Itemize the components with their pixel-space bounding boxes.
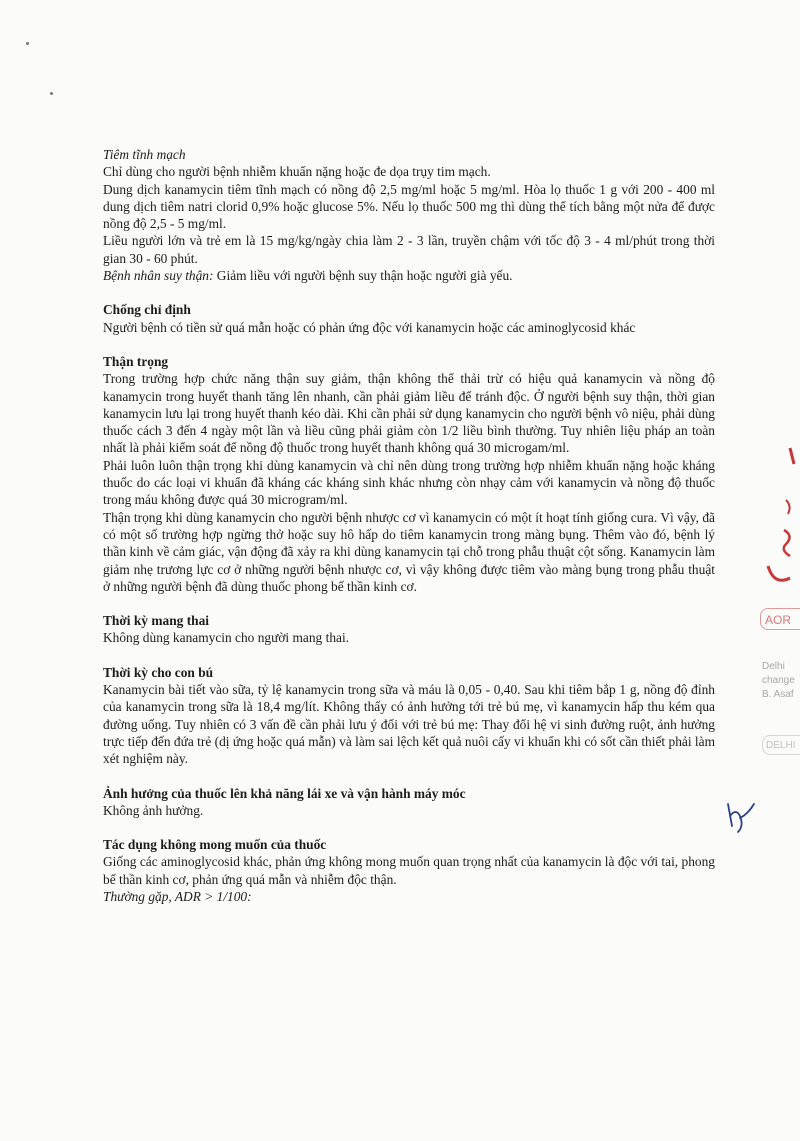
paragraph: Trong trường hợp chức năng thận suy giảm, thận không thể thải trừ có hiệu quả kanamycin và nồng độ kanamycin trong huyết thanh tăng lên nhanh, cần phải giảm liều để tránh độc. Ở người bệnh suy thận, thời gian kanamycin lưu lại trong huyết thanh kéo dài. Khi cần phải sử dụng kanamycin cho người bệnh vô niệu, phải dùng thuốc cách 3 đến 4 ngày một lần và liều cũng phải giảm còn 1/2 liều bình thường. Tuy nhiên liệu pháp an toàn nhất là phải kiểm soát để nồng độ thuốc trong huyết thanh không quá 30 microgam/ml. <box>103 371 715 456</box>
document-body <box>103 146 715 905</box>
paragraph: Kanamycin bài tiết vào sữa, tỷ lệ kanamycin trong sữa và máu là 0,05 - 0,40. Sau khi tiêm bắp 1 g, nồng độ đỉnh của kanamycin trong sữa là 18,4 mg/lít. Không thấy có ảnh hưởng tới trẻ bú mẹ, vì kanamycin hấp thu kém qua đường uống. Tuy nhiên có 3 vấn đề cần phải lưu ý đối với trẻ bú mẹ: Thay đổi hệ vi sinh đường ruột, ảnh hưởng trực tiếp đến đứa trẻ (dị ứng hoặc quá mẫn) và làm sai lệch kết quả nuôi cấy vi khuẩn khi có sốt cần thiết phải làm xét nghiệm này. <box>103 682 715 767</box>
stamp-aor: AOR <box>760 608 800 630</box>
section-heading-pregnancy: Thời kỳ mang thai <box>103 613 210 629</box>
paragraph: Giống các aminoglycosid khác, phản ứng không mong muốn quan trọng nhất của kanamycin là độc với tai, phong bế thần kinh cơ, phản ứng quá mẫn và nhiễm độc thận. <box>103 854 715 887</box>
section-heading-driving: Ảnh hưởng của thuốc lên khả năng lái xe và vận hành máy móc <box>103 785 466 801</box>
paragraph: Chỉ dùng cho người bệnh nhiễm khuẩn nặng hoặc đe dọa trụy tim mạch. <box>103 164 491 180</box>
stamp-text-line: Delhi <box>762 661 785 672</box>
scan-speck <box>26 42 29 45</box>
section-heading-precautions: Thận trọng <box>103 353 169 369</box>
stamp-text-line: change <box>762 675 795 686</box>
paragraph: Phải luôn luôn thận trọng khi dùng kanamycin và chỉ nên dùng trong trường hợp nhiễm khuẩn nặng hoặc kháng thuốc do các loại vi khuẩn đã kháng các kháng sinh khác nhưng còn nhạy cảm với kanamycin và nồng độ thuốc trong máu không được quá 30 microgram/ml. <box>103 457 715 508</box>
section-heading-adverse-effects: Tác dụng không mong muốn của thuốc <box>103 837 327 853</box>
section-heading-lactation: Thời kỳ cho con bú <box>103 664 214 680</box>
scan-speck <box>50 92 53 95</box>
renal-text: Giảm liều với người bệnh suy thận hoặc người già yếu. <box>213 268 513 284</box>
paragraph: Người bệnh có tiền sử quá mẫn hoặc có phản ứng độc với kanamycin hoặc các aminoglycosid khác <box>103 319 636 335</box>
subheading-iv-injection: Tiêm tĩnh mạch <box>103 147 186 162</box>
paragraph-renal <box>103 267 715 284</box>
subheading-common-adr: Thường gặp, ADR > 1/100: <box>103 888 252 904</box>
renal-label: Bệnh nhân suy thận: <box>103 268 214 284</box>
paragraph: Không dùng kanamycin cho người mang thai. <box>103 630 350 646</box>
handwritten-initials <box>722 796 762 836</box>
paragraph: Dung dịch kanamycin tiêm tĩnh mạch có nồng độ 2,5 mg/ml hoặc 5 mg/ml. Hòa lọ thuốc 1 g với 200 - 400 ml dung dịch tiêm natri clorid 0,9% hoặc glucose 5%. Nếu lọ thuốc 500 mg thì dùng thể tích bằng một nửa để được nồng độ 2,5 - 5 mg/ml. <box>103 181 715 232</box>
stamp-delhi: DELHI <box>762 735 800 755</box>
section-heading-contraindications: Chống chỉ định <box>103 302 191 318</box>
stamp-text-line: B. Asaf <box>762 689 794 700</box>
paragraph: Thận trọng khi dùng kanamycin cho người bệnh nhược cơ vì kanamycin có một ít hoạt tính giống cura. Vì vậy, đã có một số trường hợp ngừng thở hoặc suy hô hấp do tiêm kanamycin trong màng bụng. Thêm vào đó, bệnh lý thần kinh về cảm giác, vận động đã xảy ra khi dùng kanamycin tại chỗ trong phẫu thuật cột sống. Kanamycin làm giảm nhẹ trương lực cơ ở những người bệnh nhược cơ, vì vậy không được tiêm vào màng bụng trong phẫu thuật ở những người bệnh đã dùng thuốc phong bế thần kinh cơ. <box>103 509 715 594</box>
paragraph: Liều người lớn và trẻ em là 15 mg/kg/ngày chia làm 2 - 3 lần, truyền chậm với tốc độ 3 - 4 ml/phút trong thời gian 30 - 60 phút. <box>103 233 715 266</box>
paragraph: Không ảnh hưởng. <box>103 802 204 818</box>
red-stamp-fragment <box>760 440 800 590</box>
